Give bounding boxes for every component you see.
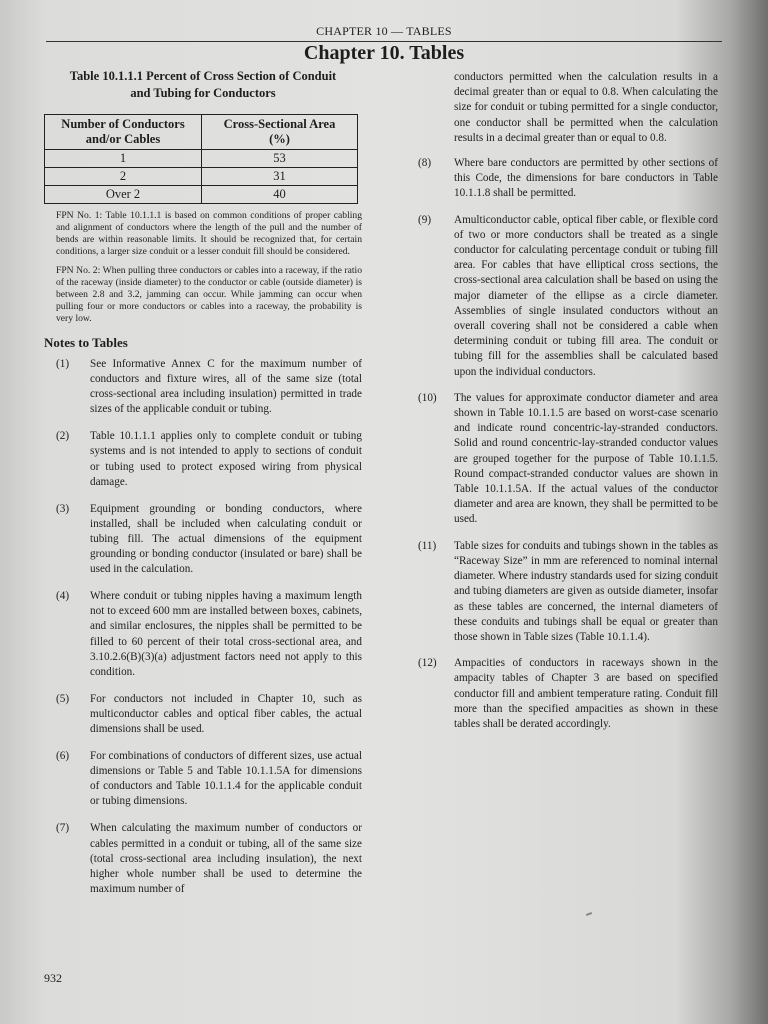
- note-number: (2): [56, 430, 70, 443]
- note-item: [44, 357, 362, 417]
- note-number: (1): [56, 358, 70, 370]
- note-number: (3): [56, 502, 70, 515]
- col-header-area: [202, 115, 358, 150]
- note-number: (6): [56, 750, 70, 763]
- right-column: [418, 70, 718, 743]
- table-row: [45, 150, 358, 168]
- col-header-conductors: [45, 115, 202, 150]
- col-header-area-line2: (%): [269, 132, 290, 146]
- note-number: (4): [56, 590, 70, 603]
- note-item: [44, 749, 362, 809]
- col-header-conductors-line1: Number of Conductors: [61, 117, 185, 131]
- page-number: 932: [44, 971, 62, 985]
- note-text: The values for approximate conductor diameter and area shown in Table 10.1.1.5 are based on worst-case scenario and indicate round concentric-lay-stranded conductors. Solid and round concentric-lay-stranded conductor values are grouped together for the purpose of Table 10.1.1.5. Round compact-stranded conductor values are shown in Table 10.1.1.5A. If the actual values of the conductor diameter and area are known, they shall be permitted to be used.: [454, 391, 718, 526]
- note-item: [44, 692, 362, 737]
- note-number: (7): [56, 822, 70, 835]
- note-text: Where bare conductors are permitted by other sections of this Code, the dimensions for bare conductors in Table 10.1.1.8 shall be permitted.: [454, 157, 718, 200]
- note-item: [44, 589, 362, 680]
- left-column: [44, 68, 362, 897]
- note-text: Equipment grounding or bonding conductors, where installed, shall be included when calculating conduit or tubing fill. The actual dimensions of the equipment grounding or bonding conductor (insulated or bare) shall be used in the calculation.: [90, 502, 362, 576]
- cell-conductors: Over 2: [45, 186, 202, 204]
- cell-area: 53: [202, 150, 358, 168]
- note-item: [44, 429, 362, 489]
- table-row: [45, 168, 358, 186]
- conduit-fill-table: [44, 114, 358, 204]
- col-header-conductors-line2: and/or Cables: [85, 132, 161, 146]
- cell-area: 31: [202, 168, 358, 186]
- scan-mark: [586, 912, 592, 916]
- note-number: (5): [56, 692, 70, 705]
- note-number: (11): [418, 539, 437, 552]
- note-item: [418, 539, 718, 645]
- note-item: [44, 821, 362, 896]
- cell-area: 40: [202, 186, 358, 204]
- fpn-note-1: FPN No. 1: Table 10.1.1.1 is based on common conditions of proper cabling and alignment of conductors where the length of the pull and the number of bends are within reasonable limits. It should be recognized that, for certain conditions, a larger size conduit or a lesser conduit fill should be considered.: [56, 210, 362, 257]
- note-text: Ampacities of conductors in raceways shown in the ampacity tables of Chapter 3 are based on specified conductor fill and ambient temperature rating. Conduit fill more than the specified ampacities as shown in these tables shall be derated accordingly.: [454, 657, 718, 730]
- col-header-area-line1: Cross-Sectional Area: [223, 117, 336, 131]
- note-item: [418, 213, 718, 380]
- note-text: Table sizes for conduits and tubings shown in the tables as “Raceway Size” in mm are referenced to nominal internal diameter. Where industry standards used for sizing conduit and tubing diameters are given as outside diameter, insofar as these tables are concerned, the internal diameters of these conduits and tubings shall be equal or greater than those shown in Table sizes (Table 10.1.1.4).: [454, 539, 718, 643]
- note-text: Where conduit or tubing nipples having a maximum length not to exceed 600 mm are installed between boxes, cabinets, and similar enclosures, the nipples shall be permitted to be filled to 60 percent of their total cross-sectional area, and 3.10.2.6(B)(3)(a) adjustment factors need not apply to this condition.: [90, 590, 362, 678]
- note-item: [418, 156, 718, 202]
- note-item: [418, 656, 718, 732]
- fpn-note-2: FPN No. 2: When pulling three conductors or cables into a raceway, if the ratio of the raceway (inside diameter) to the conductor or cable (outside diameter) is between 2.8 and 3.2, jamming can occur. While jamming can occur when pulling four or more conductors or cables into a raceway, the probability is very low.: [56, 265, 362, 324]
- note-text: See Informative Annex C for the maximum number of conductors and fixture wires, all of the same size (total cross-sectional area including insulation) permitted in trade sizes of the applicable conduit or tubing.: [90, 358, 362, 416]
- table-title: [44, 68, 362, 102]
- note-text: For conductors not included in Chapter 10, such as multiconductor cables and optical fiber cables, the actual dimensions shall be used.: [90, 692, 362, 735]
- notes-heading: Notes to Tables: [44, 335, 128, 350]
- cell-conductors: 1: [45, 150, 202, 168]
- note-text: Amulticonductor cable, optical fiber cable, or flexible cord of two or more conductors shall be treated as a single conductor for calculating percentage conduit or tubing fill area. For cables that have elliptical cross sections, the cross-sectional area calculation shall be based on using the major diameter of the ellipse as a circle diameter. Assemblies of single insulated conductors without an overall covering shall not be considered a cable when determining conduit or tubing fill area. The conduit or tubing fill for the assemblies shall be calculated based upon the individual conductors.: [454, 213, 718, 378]
- note-number: (12): [418, 657, 437, 670]
- chapter-title: Chapter 10. Tables: [303, 42, 465, 64]
- table-row: [45, 186, 358, 204]
- table-title-line1: Table 10.1.1.1 Percent of Cross Section of Conduit: [69, 69, 337, 83]
- note-number: (10): [418, 391, 437, 404]
- table-title-line2: and Tubing for Conductors: [130, 86, 276, 100]
- note-number: (9): [418, 213, 432, 226]
- note-number: (8): [418, 157, 432, 170]
- note-text: Table 10.1.1.1 applies only to complete conduit or tubing systems and is not intended to apply to sections of conduit or tubing used to protect exposed wiring from physical damage.: [90, 430, 362, 488]
- note-text: When calculating the maximum number of conductors or cables permitted in a conduit or tubing, all of the same size (total cross-sectional area including insulation), the next higher whole number shall be used to determine the maximum number of: [90, 822, 362, 895]
- note-text: For combinations of conductors of different sizes, use actual dimensions or Table 5 and Table 10.1.1.5A for dimensions of conductors and Table 10.1.1.4 for the applicable conduit or tubing dimensions.: [90, 750, 362, 808]
- note-item: [44, 502, 362, 577]
- note-item: [418, 391, 718, 528]
- cell-conductors: 2: [45, 168, 202, 186]
- table-header-row: [45, 115, 358, 150]
- note-7-continuation: conductors permitted when the calculation results in a decimal greater than or equal to 0.8. When calculating the size for conduit or tubing permitted for a single conductor, one conductor shall be permitted when the calculation results in a decimal greater than or equal to 0.8.: [454, 71, 718, 144]
- running-head: CHAPTER 10 — TABLES: [316, 24, 452, 38]
